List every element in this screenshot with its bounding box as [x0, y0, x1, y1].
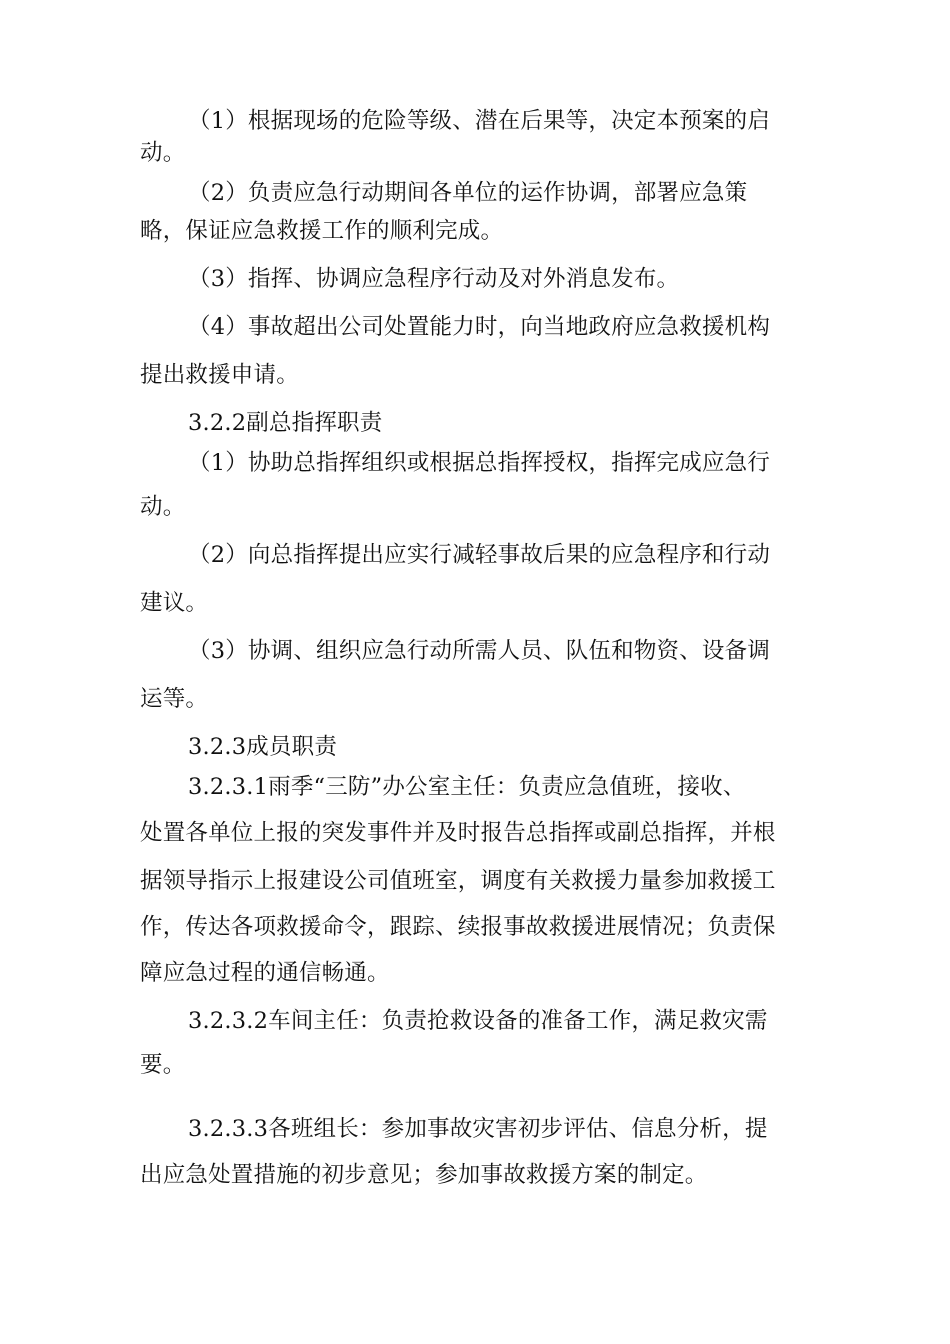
paragraph-line: 建议。	[140, 590, 209, 616]
paragraph-line: （1）根据现场的危险等级、潜在后果等，决定本预案的启	[188, 108, 771, 134]
paragraph-line: 3.2.3.1雨季“三防”办公室主任：负责应急值班，接收、	[188, 774, 746, 800]
section-heading-3-2-2: 3.2.2副总指挥职责	[188, 410, 383, 436]
paragraph-line: 动。	[140, 140, 186, 166]
paragraph-line: （4）事故超出公司处置能力时，向当地政府应急救援机构	[188, 314, 771, 340]
paragraph-line: （2）负责应急行动期间各单位的运作协调，部署应急策	[188, 180, 748, 206]
paragraph-line: 作，传达各项救援命令，跟踪、续报事故救援进展情况；负责保	[140, 914, 776, 940]
paragraph-line: 提出救援申请。	[140, 362, 299, 388]
paragraph-line: 3.2.3.2车间主任：负责抢救设备的准备工作，满足救灾需	[188, 1008, 768, 1034]
paragraph-line: （3）协调、组织应急行动所需人员、队伍和物资、设备调	[188, 638, 771, 664]
paragraph-line: 运等。	[140, 686, 209, 712]
paragraph-line: 动。	[140, 494, 186, 520]
paragraph-line: 据领导指示上报建设公司值班室，调度有关救援力量参加救援工	[140, 868, 776, 894]
paragraph-line: 障应急过程的通信畅通。	[140, 960, 390, 986]
paragraph-line: 出应急处置措施的初步意见；参加事故救援方案的制定。	[140, 1162, 708, 1188]
section-heading-3-2-3: 3.2.3成员职责	[188, 734, 338, 760]
paragraph-line: （3）指挥、协调应急程序行动及对外消息发布。	[188, 266, 680, 292]
paragraph-line: （1）协助总指挥组织或根据总指挥授权，指挥完成应急行	[188, 450, 771, 476]
paragraph-line: （2）向总指挥提出应实行减轻事故后果的应急程序和行动	[188, 542, 771, 568]
paragraph-line: 要。	[140, 1052, 186, 1078]
paragraph-line: 3.2.3.3各班组长：参加事故灾害初步评估、信息分析，提	[188, 1116, 768, 1142]
paragraph-line: 处置各单位上报的突发事件并及时报告总指挥或副总指挥，并根	[140, 820, 776, 846]
paragraph-line: 略，保证应急救援工作的顺利完成。	[140, 218, 504, 244]
